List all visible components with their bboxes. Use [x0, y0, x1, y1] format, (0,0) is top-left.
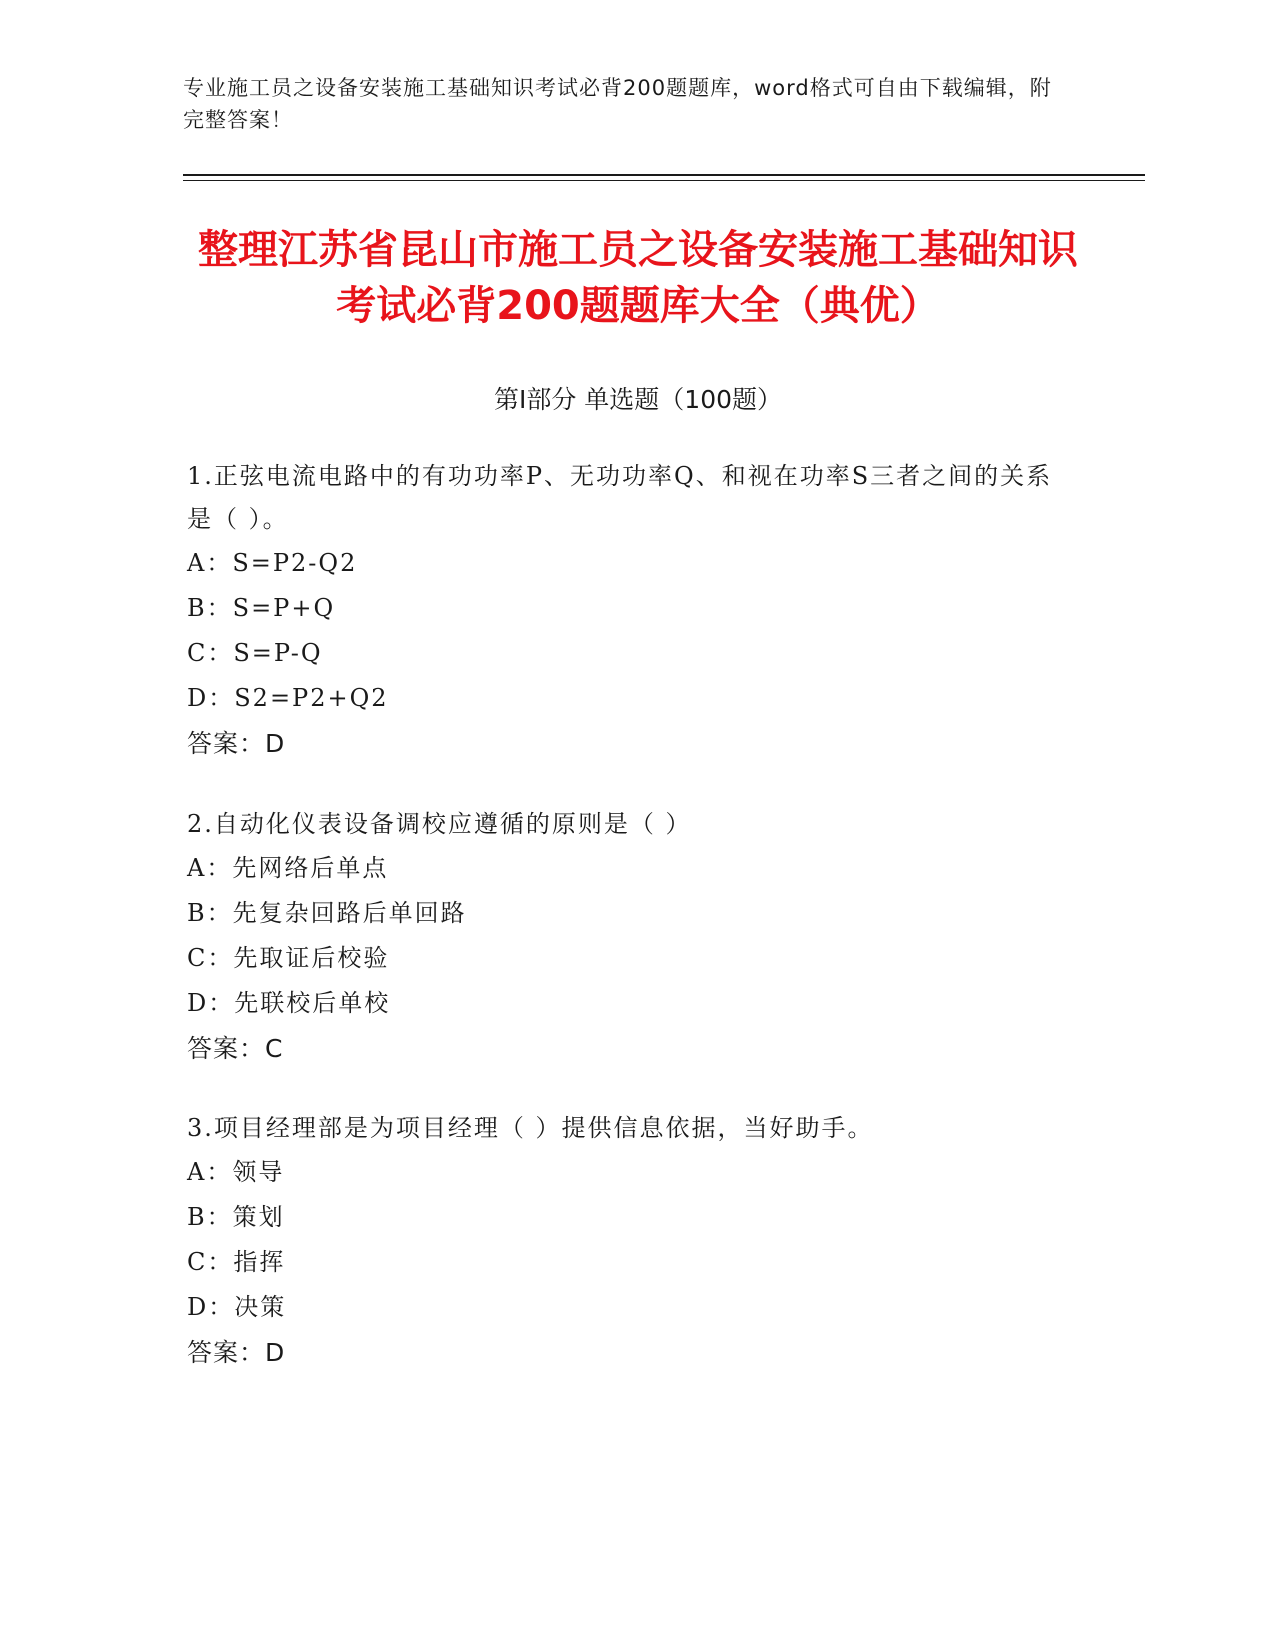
question-1 — [187, 455, 1067, 766]
option-c: C：S=P-Q — [187, 639, 323, 667]
option-d: D：决策 — [187, 1293, 287, 1321]
question-3 — [187, 1107, 1067, 1375]
option-c: C：指挥 — [187, 1248, 286, 1276]
option-d: D：S2=P2+Q2 — [187, 684, 389, 712]
option-a: A：先网络后单点 — [187, 854, 389, 882]
answer: 答案：C — [187, 1034, 284, 1063]
option-a: A：领导 — [187, 1158, 285, 1186]
option-c: C：先取证后校验 — [187, 944, 390, 972]
option-a: A：S=P2-Q2 — [187, 549, 358, 577]
header-divider-thin — [183, 180, 1145, 181]
option-b: B：先复杂回路后单回路 — [187, 899, 467, 927]
header-note: 专业施工员之设备安装施工基础知识考试必背200题题库，word格式可自由下载编辑，附完整答案！ — [183, 76, 1052, 132]
answer: 答案：D — [187, 1338, 286, 1367]
option-b: B：S=P+Q — [187, 594, 336, 622]
header-divider-thick — [183, 174, 1145, 176]
question-stem: 3.项目经理部是为项目经理（ ）提供信息依据，当好助手。 — [187, 1114, 874, 1142]
option-b: B：策划 — [187, 1203, 285, 1231]
question-stem: 1.正弦电流电路中的有功功率P、无功功率Q、和视在功率S三者之间的关系是（ ）。 — [187, 462, 1053, 533]
question-stem: 2.自动化仪表设备调校应遵循的原则是（ ） — [187, 810, 692, 838]
option-d: D：先联校后单校 — [187, 989, 391, 1017]
section-title: 第Ⅰ部分 单选题（100题） — [493, 385, 783, 414]
question-2 — [187, 803, 1067, 1071]
answer: 答案：D — [187, 729, 286, 758]
document-title: 整理江苏省昆山市施工员之设备安装施工基础知识考试必背200题题库大全（典优） — [198, 227, 1078, 329]
